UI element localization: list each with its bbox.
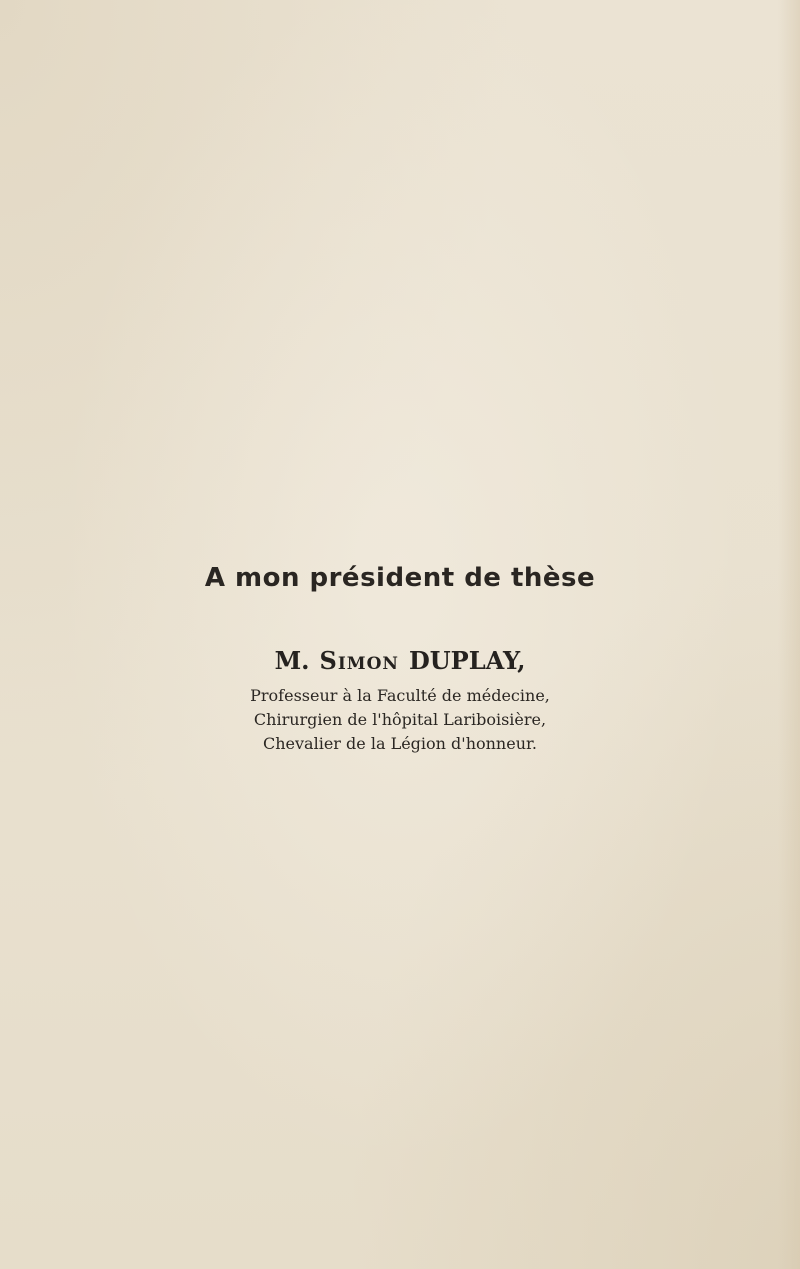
page-edge-shadow — [778, 0, 800, 1269]
name-last: DUPLAY, — [408, 646, 526, 675]
name-prefix: M. — [274, 646, 310, 675]
dedicatee-name — [0, 645, 800, 677]
dedicatee-title-professor: Professeur à la Faculté de médecine, — [250, 686, 550, 705]
name-first: Simon — [319, 646, 399, 675]
dedicatee-title-surgeon: Chirurgien de l'hôpital Lariboisière, — [253, 710, 547, 729]
dedication-heading: A mon président de thèse — [204, 563, 596, 593]
dedicatee-title-chevalier: Chevalier de la Légion d'honneur. — [263, 734, 537, 753]
